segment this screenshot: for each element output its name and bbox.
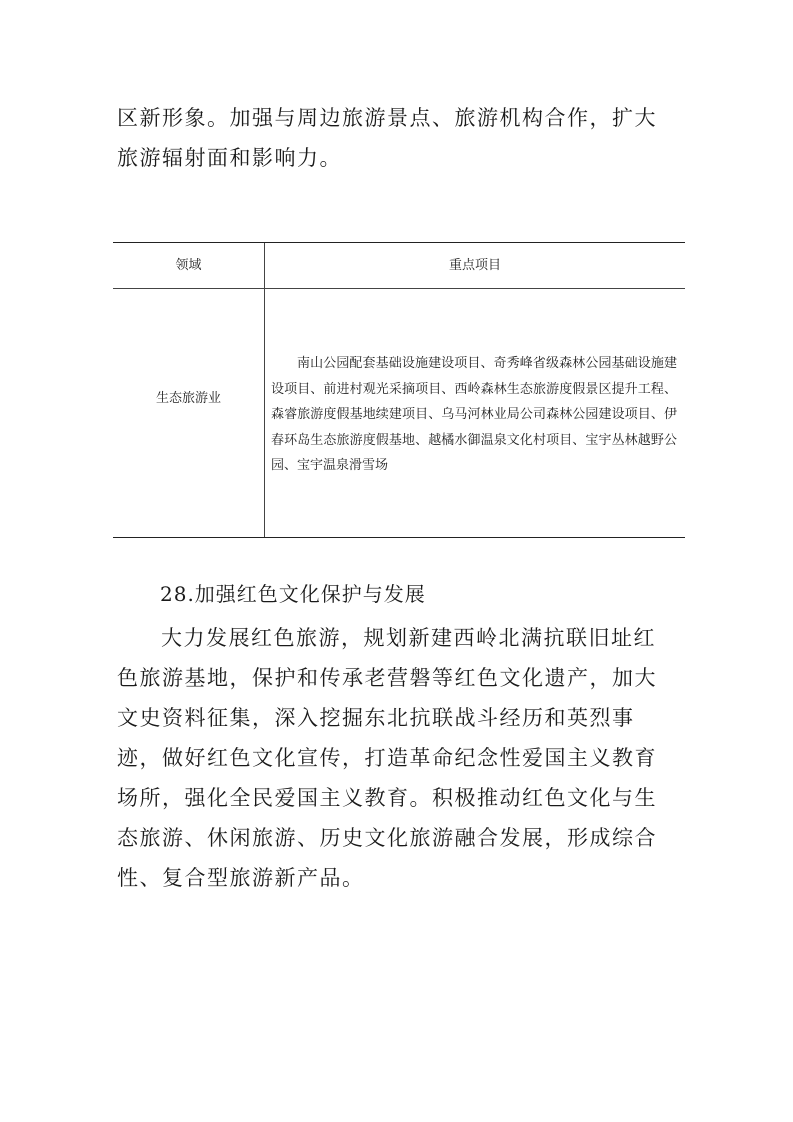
- table-column-divider: [264, 243, 265, 537]
- projects-table: [113, 242, 685, 538]
- table-header-projects: 重点项目: [448, 258, 501, 273]
- intro-paragraph: 区新形象。加强与周边旅游景点、旅游机构合作，扩大旅游辐射面和影响力。: [117, 106, 657, 170]
- table-header-domain: 领域: [175, 258, 202, 273]
- table-cell-domain: 生态旅游业: [155, 391, 221, 406]
- section-heading: 28.加强红色文化保护与发展: [160, 582, 426, 606]
- table-cell-projects: 南山公园配套基础设施建设项目、奇秀峰省级森林公园基础设施建设项目、前进村观光采摘项目、西岭森林生态旅游度假景区提升工程、森睿旅游度假基地续建项目、乌马河林业局公司森林公园建设项目、伊春环岛生态旅游度假基地、越橘水御温泉文化村项目、宝宇丛林越野公园、宝宇温泉滑雪场: [271, 356, 677, 473]
- section-paragraph: 大力发展红色旅游，规划新建西岭北满抗联旧址红色旅游基地，保护和传承老营磐等红色文化遗产，加大文史资料征集，深入挖掘东北抗联战斗经历和英烈事迹，做好红色文化宣传，打造革命纪念性爱国主义教育场所，强化全民爱国主义教育。积极推动红色文化与生态旅游、休闲旅游、历史文化旅游融合发展，形成综合性、复合型旅游新产品。: [117, 626, 657, 890]
